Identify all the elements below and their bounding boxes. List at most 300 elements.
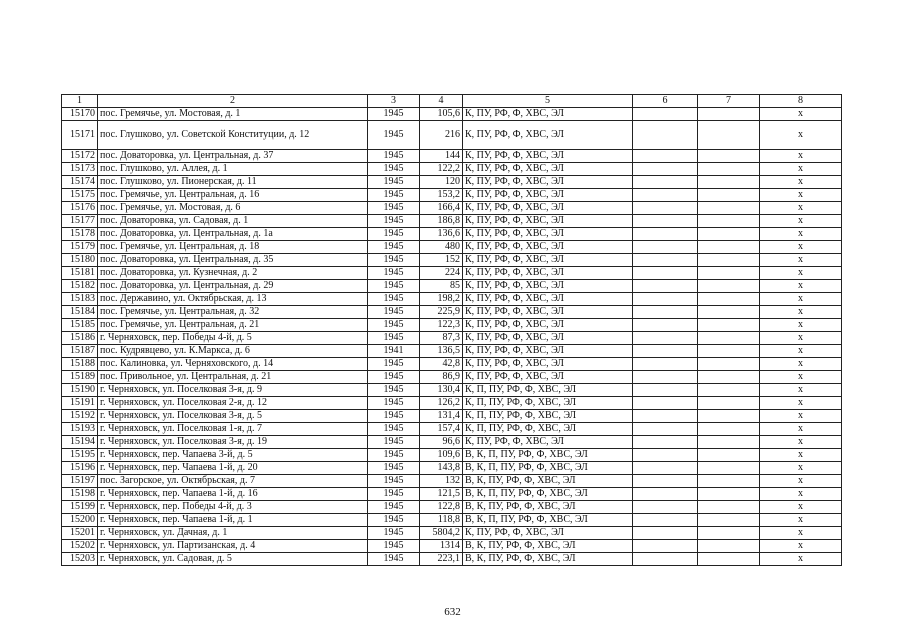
cell-col-8-mark: х bbox=[760, 228, 842, 241]
cell-col-6 bbox=[633, 436, 698, 449]
cell-col-6 bbox=[633, 306, 698, 319]
cell-build-year: 1945 bbox=[368, 540, 420, 553]
cell-area: 153,2 bbox=[420, 189, 463, 202]
cell-amenities: В, К, ПУ, РФ, Ф, ХВС, ЭЛ bbox=[463, 475, 633, 488]
cell-col-8-mark: х bbox=[760, 163, 842, 176]
cell-address: пос. Доваторовка, ул. Центральная, д. 29 bbox=[98, 280, 368, 293]
table-row bbox=[62, 371, 842, 384]
cell-col-7 bbox=[698, 488, 760, 501]
cell-col-6 bbox=[633, 150, 698, 163]
cell-col-7 bbox=[698, 358, 760, 371]
cell-record-number: 15179 bbox=[62, 241, 98, 254]
cell-area: 86,9 bbox=[420, 371, 463, 384]
table-row bbox=[62, 241, 842, 254]
table-row bbox=[62, 254, 842, 267]
cell-amenities: К, ПУ, РФ, Ф, ХВС, ЭЛ bbox=[463, 108, 633, 121]
cell-amenities: К, ПУ, РФ, Ф, ХВС, ЭЛ bbox=[463, 267, 633, 280]
cell-area: 480 bbox=[420, 241, 463, 254]
cell-record-number: 15178 bbox=[62, 228, 98, 241]
table-row bbox=[62, 384, 842, 397]
cell-col-6 bbox=[633, 202, 698, 215]
cell-amenities: К, ПУ, РФ, Ф, ХВС, ЭЛ bbox=[463, 189, 633, 202]
cell-col-7 bbox=[698, 397, 760, 410]
cell-amenities: К, ПУ, РФ, Ф, ХВС, ЭЛ bbox=[463, 306, 633, 319]
cell-record-number: 15187 bbox=[62, 345, 98, 358]
table-row bbox=[62, 358, 842, 371]
cell-amenities: К, П, ПУ, РФ, Ф, ХВС, ЭЛ bbox=[463, 423, 633, 436]
cell-amenities: К, ПУ, РФ, Ф, ХВС, ЭЛ bbox=[463, 345, 633, 358]
cell-col-8-mark: х bbox=[760, 397, 842, 410]
cell-col-7 bbox=[698, 371, 760, 384]
cell-build-year: 1945 bbox=[368, 215, 420, 228]
cell-col-8-mark: х bbox=[760, 267, 842, 280]
cell-address: пос. Глушково, ул. Пионерская, д. 11 bbox=[98, 176, 368, 189]
cell-col-8-mark: х bbox=[760, 371, 842, 384]
cell-address: г. Черняховск, ул. Садовая, д. 5 bbox=[98, 553, 368, 566]
cell-area: 216 bbox=[420, 121, 463, 150]
cell-address: пос. Доваторовка, ул. Кузнечная, д. 2 bbox=[98, 267, 368, 280]
cell-area: 131,4 bbox=[420, 410, 463, 423]
cell-address: г. Черняховск, пер. Чапаева 1-й, д. 16 bbox=[98, 488, 368, 501]
cell-record-number: 15184 bbox=[62, 306, 98, 319]
cell-amenities: К, ПУ, РФ, Ф, ХВС, ЭЛ bbox=[463, 163, 633, 176]
table-row bbox=[62, 189, 842, 202]
table-row bbox=[62, 202, 842, 215]
table-row bbox=[62, 267, 842, 280]
cell-amenities: К, ПУ, РФ, Ф, ХВС, ЭЛ bbox=[463, 436, 633, 449]
cell-area: 109,6 bbox=[420, 449, 463, 462]
cell-build-year: 1945 bbox=[368, 267, 420, 280]
column-header-2: 2 bbox=[98, 95, 368, 108]
cell-build-year: 1945 bbox=[368, 254, 420, 267]
column-header-3: 3 bbox=[368, 95, 420, 108]
cell-build-year: 1945 bbox=[368, 319, 420, 332]
table-row bbox=[62, 553, 842, 566]
cell-amenities: В, К, ПУ, РФ, Ф, ХВС, ЭЛ bbox=[463, 553, 633, 566]
cell-col-8-mark: х bbox=[760, 501, 842, 514]
cell-build-year: 1945 bbox=[368, 121, 420, 150]
cell-area: 122,2 bbox=[420, 163, 463, 176]
cell-record-number: 15182 bbox=[62, 280, 98, 293]
cell-amenities: К, ПУ, РФ, Ф, ХВС, ЭЛ bbox=[463, 293, 633, 306]
cell-record-number: 15202 bbox=[62, 540, 98, 553]
cell-col-8-mark: х bbox=[760, 410, 842, 423]
cell-col-8-mark: х bbox=[760, 280, 842, 293]
cell-col-8-mark: х bbox=[760, 488, 842, 501]
cell-col-6 bbox=[633, 121, 698, 150]
cell-build-year: 1945 bbox=[368, 501, 420, 514]
cell-address: пос. Гремячье, ул. Мостовая, д. 1 bbox=[98, 108, 368, 121]
cell-address: пос. Калиновка, ул. Черняховского, д. 14 bbox=[98, 358, 368, 371]
cell-col-7 bbox=[698, 423, 760, 436]
table-row bbox=[62, 488, 842, 501]
cell-record-number: 15194 bbox=[62, 436, 98, 449]
register-table bbox=[61, 94, 842, 566]
cell-address: г. Черняховск, пер. Победы 4-й, д. 5 bbox=[98, 332, 368, 345]
cell-col-6 bbox=[633, 163, 698, 176]
cell-area: 130,4 bbox=[420, 384, 463, 397]
cell-area: 152 bbox=[420, 254, 463, 267]
cell-record-number: 15180 bbox=[62, 254, 98, 267]
cell-area: 136,6 bbox=[420, 228, 463, 241]
cell-address: пос. Гремячье, ул. Центральная, д. 16 bbox=[98, 189, 368, 202]
cell-build-year: 1945 bbox=[368, 108, 420, 121]
cell-amenities: В, К, ПУ, РФ, Ф, ХВС, ЭЛ bbox=[463, 501, 633, 514]
cell-col-7 bbox=[698, 384, 760, 397]
cell-area: 132 bbox=[420, 475, 463, 488]
table-row bbox=[62, 501, 842, 514]
table-row bbox=[62, 228, 842, 241]
cell-col-8-mark: х bbox=[760, 189, 842, 202]
cell-col-6 bbox=[633, 108, 698, 121]
cell-build-year: 1945 bbox=[368, 228, 420, 241]
cell-col-7 bbox=[698, 267, 760, 280]
cell-address: пос. Глушково, ул. Советской Конституции, д. 12 bbox=[98, 121, 368, 150]
cell-col-7 bbox=[698, 254, 760, 267]
cell-area: 136,5 bbox=[420, 345, 463, 358]
cell-area: 1314 bbox=[420, 540, 463, 553]
cell-area: 186,8 bbox=[420, 215, 463, 228]
cell-address: пос. Доваторовка, ул. Центральная, д. 37 bbox=[98, 150, 368, 163]
cell-area: 121,5 bbox=[420, 488, 463, 501]
cell-area: 157,4 bbox=[420, 423, 463, 436]
cell-col-6 bbox=[633, 462, 698, 475]
cell-col-7 bbox=[698, 202, 760, 215]
cell-col-8-mark: х bbox=[760, 527, 842, 540]
cell-area: 198,2 bbox=[420, 293, 463, 306]
cell-build-year: 1945 bbox=[368, 514, 420, 527]
cell-col-6 bbox=[633, 527, 698, 540]
cell-amenities: К, ПУ, РФ, Ф, ХВС, ЭЛ bbox=[463, 228, 633, 241]
cell-amenities: К, П, ПУ, РФ, Ф, ХВС, ЭЛ bbox=[463, 384, 633, 397]
cell-address: пос. Доваторовка, ул. Центральная, д. 35 bbox=[98, 254, 368, 267]
cell-amenities: В, К, П, ПУ, РФ, Ф, ХВС, ЭЛ bbox=[463, 449, 633, 462]
cell-build-year: 1941 bbox=[368, 345, 420, 358]
cell-col-6 bbox=[633, 514, 698, 527]
cell-build-year: 1945 bbox=[368, 423, 420, 436]
cell-record-number: 15190 bbox=[62, 384, 98, 397]
cell-amenities: В, К, П, ПУ, РФ, Ф, ХВС, ЭЛ bbox=[463, 488, 633, 501]
cell-col-6 bbox=[633, 553, 698, 566]
cell-amenities: В, К, П, ПУ, РФ, Ф, ХВС, ЭЛ bbox=[463, 462, 633, 475]
cell-col-6 bbox=[633, 189, 698, 202]
table-row bbox=[62, 150, 842, 163]
cell-col-7 bbox=[698, 501, 760, 514]
cell-amenities: К, ПУ, РФ, Ф, ХВС, ЭЛ bbox=[463, 202, 633, 215]
cell-area: 144 bbox=[420, 150, 463, 163]
cell-address: пос. Державино, ул. Октябрьская, д. 13 bbox=[98, 293, 368, 306]
cell-record-number: 15189 bbox=[62, 371, 98, 384]
cell-col-7 bbox=[698, 449, 760, 462]
cell-record-number: 15188 bbox=[62, 358, 98, 371]
cell-col-7 bbox=[698, 150, 760, 163]
cell-record-number: 15171 bbox=[62, 121, 98, 150]
cell-col-8-mark: х bbox=[760, 332, 842, 345]
cell-record-number: 15200 bbox=[62, 514, 98, 527]
cell-address: г. Черняховск, ул. Поселковая 2-я, д. 12 bbox=[98, 397, 368, 410]
cell-col-8-mark: х bbox=[760, 319, 842, 332]
cell-col-6 bbox=[633, 345, 698, 358]
table-body bbox=[62, 108, 842, 566]
cell-col-7 bbox=[698, 215, 760, 228]
table-row bbox=[62, 306, 842, 319]
cell-build-year: 1945 bbox=[368, 488, 420, 501]
column-header-6: 6 bbox=[633, 95, 698, 108]
cell-build-year: 1945 bbox=[368, 397, 420, 410]
cell-record-number: 15197 bbox=[62, 475, 98, 488]
cell-address: пос. Привольное, ул. Центральная, д. 21 bbox=[98, 371, 368, 384]
cell-col-7 bbox=[698, 228, 760, 241]
table-row bbox=[62, 319, 842, 332]
cell-col-7 bbox=[698, 436, 760, 449]
table-row bbox=[62, 449, 842, 462]
cell-col-7 bbox=[698, 345, 760, 358]
table-row bbox=[62, 280, 842, 293]
cell-col-6 bbox=[633, 384, 698, 397]
cell-col-6 bbox=[633, 215, 698, 228]
cell-col-7 bbox=[698, 306, 760, 319]
cell-col-8-mark: х bbox=[760, 462, 842, 475]
cell-area: 122,8 bbox=[420, 501, 463, 514]
table-row bbox=[62, 410, 842, 423]
cell-address: г. Черняховск, пер. Победы 4-й, д. 3 bbox=[98, 501, 368, 514]
cell-amenities: В, К, П, ПУ, РФ, Ф, ХВС, ЭЛ bbox=[463, 514, 633, 527]
cell-col-7 bbox=[698, 293, 760, 306]
cell-col-7 bbox=[698, 475, 760, 488]
cell-address: пос. Гремячье, ул. Мостовая, д. 6 bbox=[98, 202, 368, 215]
cell-col-6 bbox=[633, 488, 698, 501]
cell-record-number: 15177 bbox=[62, 215, 98, 228]
cell-amenities: К, ПУ, РФ, Ф, ХВС, ЭЛ bbox=[463, 150, 633, 163]
cell-address: г. Черняховск, ул. Поселковая 3-я, д. 5 bbox=[98, 410, 368, 423]
cell-amenities: К, ПУ, РФ, Ф, ХВС, ЭЛ bbox=[463, 176, 633, 189]
cell-col-8-mark: х bbox=[760, 150, 842, 163]
column-header-5: 5 bbox=[463, 95, 633, 108]
cell-address: г. Черняховск, пер. Чапаева 1-й, д. 20 bbox=[98, 462, 368, 475]
cell-col-8-mark: х bbox=[760, 241, 842, 254]
cell-address: г. Черняховск, ул. Партизанская, д. 4 bbox=[98, 540, 368, 553]
cell-area: 96,6 bbox=[420, 436, 463, 449]
cell-col-6 bbox=[633, 540, 698, 553]
cell-address: пос. Доваторовка, ул. Центральная, д. 1а bbox=[98, 228, 368, 241]
cell-area: 105,6 bbox=[420, 108, 463, 121]
table-row bbox=[62, 163, 842, 176]
cell-col-7 bbox=[698, 462, 760, 475]
cell-build-year: 1945 bbox=[368, 410, 420, 423]
cell-col-7 bbox=[698, 527, 760, 540]
table-row bbox=[62, 397, 842, 410]
cell-col-6 bbox=[633, 319, 698, 332]
table-row bbox=[62, 332, 842, 345]
cell-record-number: 15170 bbox=[62, 108, 98, 121]
cell-col-8-mark: х bbox=[760, 436, 842, 449]
table-row bbox=[62, 514, 842, 527]
cell-area: 87,3 bbox=[420, 332, 463, 345]
cell-amenities: К, ПУ, РФ, Ф, ХВС, ЭЛ bbox=[463, 319, 633, 332]
table-row bbox=[62, 540, 842, 553]
cell-record-number: 15186 bbox=[62, 332, 98, 345]
cell-col-7 bbox=[698, 514, 760, 527]
cell-amenities: К, ПУ, РФ, Ф, ХВС, ЭЛ bbox=[463, 121, 633, 150]
cell-col-6 bbox=[633, 423, 698, 436]
cell-address: г. Черняховск, ул. Поселковая 3-я, д. 19 bbox=[98, 436, 368, 449]
cell-area: 120 bbox=[420, 176, 463, 189]
cell-build-year: 1945 bbox=[368, 449, 420, 462]
cell-record-number: 15173 bbox=[62, 163, 98, 176]
cell-amenities: К, ПУ, РФ, Ф, ХВС, ЭЛ bbox=[463, 280, 633, 293]
cell-area: 42,8 bbox=[420, 358, 463, 371]
cell-area: 166,4 bbox=[420, 202, 463, 215]
cell-col-7 bbox=[698, 241, 760, 254]
cell-address: г. Черняховск, ул. Дачная, д. 1 bbox=[98, 527, 368, 540]
table-row bbox=[62, 293, 842, 306]
cell-col-8-mark: х bbox=[760, 293, 842, 306]
cell-build-year: 1945 bbox=[368, 176, 420, 189]
cell-amenities: К, ПУ, РФ, Ф, ХВС, ЭЛ bbox=[463, 332, 633, 345]
table-row bbox=[62, 423, 842, 436]
cell-record-number: 15196 bbox=[62, 462, 98, 475]
cell-area: 85 bbox=[420, 280, 463, 293]
table-row bbox=[62, 215, 842, 228]
cell-record-number: 15199 bbox=[62, 501, 98, 514]
cell-col-8-mark: х bbox=[760, 254, 842, 267]
cell-record-number: 15183 bbox=[62, 293, 98, 306]
cell-amenities: К, ПУ, РФ, Ф, ХВС, ЭЛ bbox=[463, 241, 633, 254]
cell-record-number: 15203 bbox=[62, 553, 98, 566]
header-row bbox=[62, 95, 842, 108]
cell-col-6 bbox=[633, 358, 698, 371]
cell-col-8-mark: х bbox=[760, 345, 842, 358]
cell-build-year: 1945 bbox=[368, 306, 420, 319]
cell-address: пос. Доваторовка, ул. Садовая, д. 1 bbox=[98, 215, 368, 228]
cell-col-6 bbox=[633, 475, 698, 488]
cell-col-8-mark: х bbox=[760, 108, 842, 121]
cell-col-8-mark: х bbox=[760, 449, 842, 462]
cell-build-year: 1945 bbox=[368, 436, 420, 449]
cell-amenities: К, ПУ, РФ, Ф, ХВС, ЭЛ bbox=[463, 358, 633, 371]
table-row bbox=[62, 108, 842, 121]
page-number: 632 bbox=[444, 606, 461, 618]
cell-col-6 bbox=[633, 176, 698, 189]
cell-amenities: К, ПУ, РФ, Ф, ХВС, ЭЛ bbox=[463, 527, 633, 540]
table-row bbox=[62, 475, 842, 488]
cell-col-6 bbox=[633, 332, 698, 345]
cell-address: пос. Гремячье, ул. Центральная, д. 32 bbox=[98, 306, 368, 319]
cell-col-7 bbox=[698, 319, 760, 332]
table-row bbox=[62, 176, 842, 189]
cell-amenities: К, П, ПУ, РФ, Ф, ХВС, ЭЛ bbox=[463, 410, 633, 423]
cell-record-number: 15172 bbox=[62, 150, 98, 163]
cell-col-7 bbox=[698, 189, 760, 202]
column-header-8: 8 bbox=[760, 95, 842, 108]
cell-col-8-mark: х bbox=[760, 215, 842, 228]
cell-amenities: К, ПУ, РФ, Ф, ХВС, ЭЛ bbox=[463, 371, 633, 384]
cell-col-6 bbox=[633, 293, 698, 306]
cell-record-number: 15191 bbox=[62, 397, 98, 410]
cell-address: г. Черняховск, пер. Чапаева 1-й, д. 1 bbox=[98, 514, 368, 527]
cell-col-8-mark: х bbox=[760, 306, 842, 319]
cell-col-7 bbox=[698, 410, 760, 423]
cell-record-number: 15193 bbox=[62, 423, 98, 436]
cell-address: пос. Глушково, ул. Аллея, д. 1 bbox=[98, 163, 368, 176]
cell-col-8-mark: х bbox=[760, 202, 842, 215]
cell-build-year: 1945 bbox=[368, 241, 420, 254]
cell-col-6 bbox=[633, 228, 698, 241]
cell-address: пос. Гремячье, ул. Центральная, д. 21 bbox=[98, 319, 368, 332]
cell-col-7 bbox=[698, 332, 760, 345]
cell-col-8-mark: х bbox=[760, 540, 842, 553]
cell-record-number: 15195 bbox=[62, 449, 98, 462]
cell-build-year: 1945 bbox=[368, 527, 420, 540]
cell-record-number: 15201 bbox=[62, 527, 98, 540]
cell-build-year: 1945 bbox=[368, 553, 420, 566]
cell-address: г. Черняховск, ул. Поселковая 3-я, д. 9 bbox=[98, 384, 368, 397]
column-header-1: 1 bbox=[62, 95, 98, 108]
cell-amenities: К, ПУ, РФ, Ф, ХВС, ЭЛ bbox=[463, 254, 633, 267]
cell-build-year: 1945 bbox=[368, 475, 420, 488]
cell-area: 224 bbox=[420, 267, 463, 280]
cell-record-number: 15192 bbox=[62, 410, 98, 423]
cell-col-6 bbox=[633, 241, 698, 254]
cell-col-7 bbox=[698, 280, 760, 293]
cell-build-year: 1945 bbox=[368, 202, 420, 215]
cell-col-8-mark: х bbox=[760, 553, 842, 566]
cell-col-7 bbox=[698, 553, 760, 566]
cell-record-number: 15176 bbox=[62, 202, 98, 215]
cell-col-6 bbox=[633, 397, 698, 410]
column-header-4: 4 bbox=[420, 95, 463, 108]
cell-build-year: 1945 bbox=[368, 293, 420, 306]
cell-col-7 bbox=[698, 121, 760, 150]
cell-address: г. Черняховск, пер. Чапаева 3-й, д. 5 bbox=[98, 449, 368, 462]
cell-area: 122,3 bbox=[420, 319, 463, 332]
cell-col-8-mark: х bbox=[760, 475, 842, 488]
cell-col-8-mark: х bbox=[760, 514, 842, 527]
cell-col-8-mark: х bbox=[760, 358, 842, 371]
cell-build-year: 1945 bbox=[368, 371, 420, 384]
cell-build-year: 1945 bbox=[368, 150, 420, 163]
cell-record-number: 15181 bbox=[62, 267, 98, 280]
cell-col-6 bbox=[633, 410, 698, 423]
cell-address: пос. Загорское, ул. Октябрьская, д. 7 bbox=[98, 475, 368, 488]
cell-col-6 bbox=[633, 267, 698, 280]
table-row bbox=[62, 436, 842, 449]
cell-col-7 bbox=[698, 108, 760, 121]
cell-amenities: В, К, ПУ, РФ, Ф, ХВС, ЭЛ bbox=[463, 540, 633, 553]
cell-record-number: 15175 bbox=[62, 189, 98, 202]
cell-build-year: 1945 bbox=[368, 332, 420, 345]
cell-area: 5804,2 bbox=[420, 527, 463, 540]
cell-record-number: 15198 bbox=[62, 488, 98, 501]
table-row bbox=[62, 527, 842, 540]
cell-build-year: 1945 bbox=[368, 462, 420, 475]
cell-build-year: 1945 bbox=[368, 358, 420, 371]
cell-area: 118,8 bbox=[420, 514, 463, 527]
cell-address: пос. Кудрявцево, ул. К.Маркса, д. 6 bbox=[98, 345, 368, 358]
cell-build-year: 1945 bbox=[368, 163, 420, 176]
cell-amenities: К, П, ПУ, РФ, Ф, ХВС, ЭЛ bbox=[463, 397, 633, 410]
cell-area: 143,8 bbox=[420, 462, 463, 475]
cell-build-year: 1945 bbox=[368, 280, 420, 293]
cell-col-8-mark: х bbox=[760, 384, 842, 397]
cell-col-8-mark: х bbox=[760, 423, 842, 436]
cell-area: 223,1 bbox=[420, 553, 463, 566]
cell-address: пос. Гремячье, ул. Центральная, д. 18 bbox=[98, 241, 368, 254]
table-row bbox=[62, 121, 842, 150]
cell-build-year: 1945 bbox=[368, 384, 420, 397]
cell-col-6 bbox=[633, 280, 698, 293]
column-header-7: 7 bbox=[698, 95, 760, 108]
